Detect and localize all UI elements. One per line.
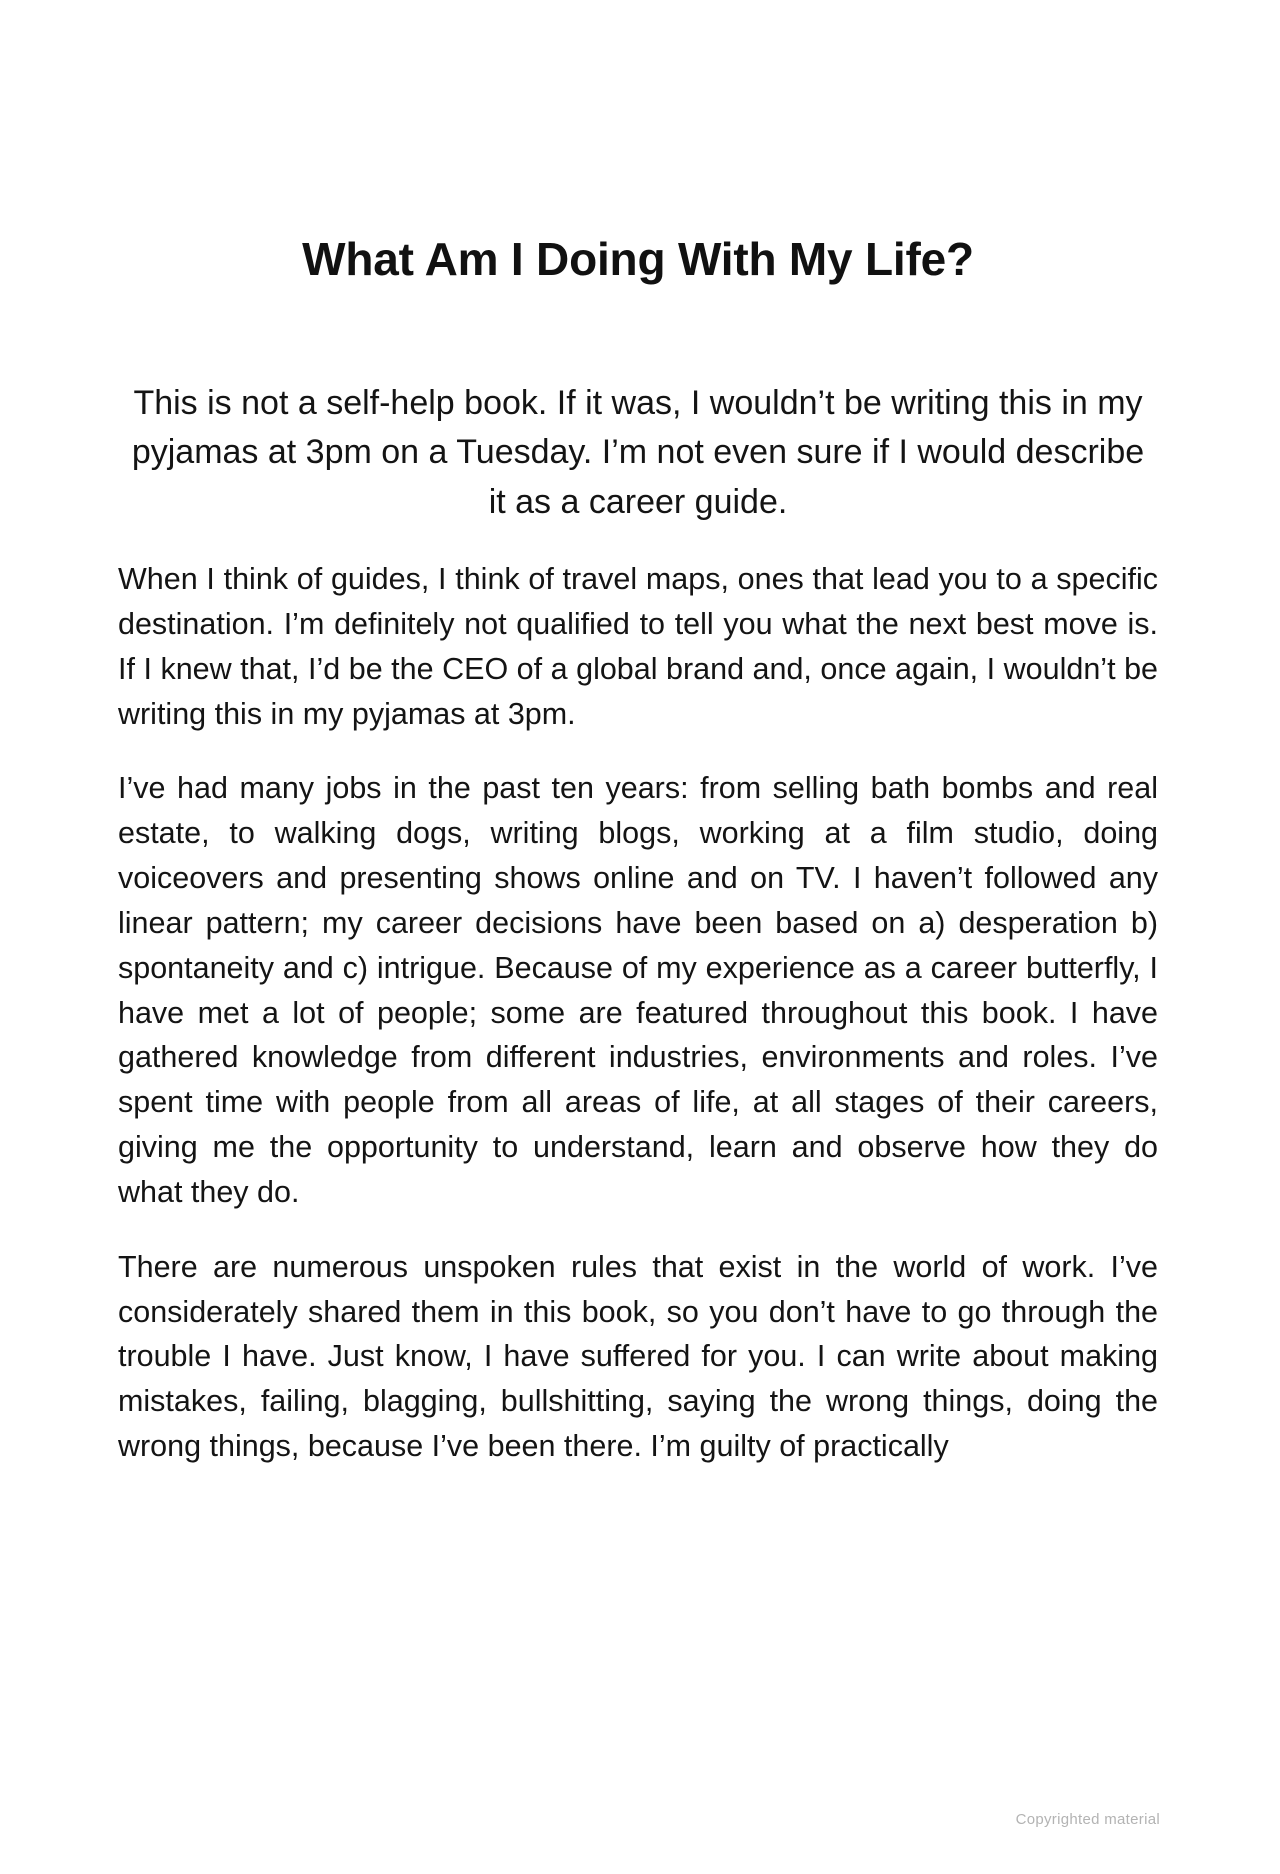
body-paragraph-3: There are numerous unspoken rules that exist in the world of work. I’ve considerately shared them in this book, so you don’t have to go through the trouble I have. Just know, I have suffered for you. I can write about making mistakes, failing, blagging, bullshitting, saying the wrong things, doing the wrong things, because I’ve been there. I’m guilty of practically <box>118 1249 1158 1463</box>
page-content <box>118 0 1158 1469</box>
intro-paragraph: This is not a self-help book. If it was, I wouldn’t be writing this in my pyjamas at 3pm on a Tuesday. I’m not even sure if I would describe it as a career guide. <box>131 384 1145 521</box>
page-title: What Am I Doing With My Life? <box>302 233 974 285</box>
body-paragraph-2: I’ve had many jobs in the past ten years: from selling bath bombs and real estate, to walking dogs, writing blogs, working at a film studio, doing voiceovers and presenting shows online and on TV. I haven’t followed any linear pattern; my career decisions have been based on a) desperation b) spontaneity and c) intrigue. Because of my experience as a career butterfly, I have met a lot of people; some are featured throughout this book. I have gathered knowledge from different industries, environments and roles. I’ve spent time with people from all areas of life, at all stages of their careers, giving me the opportunity to understand, learn and observe how they do what they do. <box>118 771 1158 1209</box>
body-paragraph-1: When I think of guides, I think of travel maps, ones that lead you to a specific destination. I’m definitely not qualified to tell you what the next best move is. If I knew that, I’d be the CEO of a global brand and, once again, I wouldn’t be writing this in my pyjamas at 3pm. <box>118 562 1158 731</box>
copyright-notice: Copyrighted material <box>1015 1811 1160 1828</box>
